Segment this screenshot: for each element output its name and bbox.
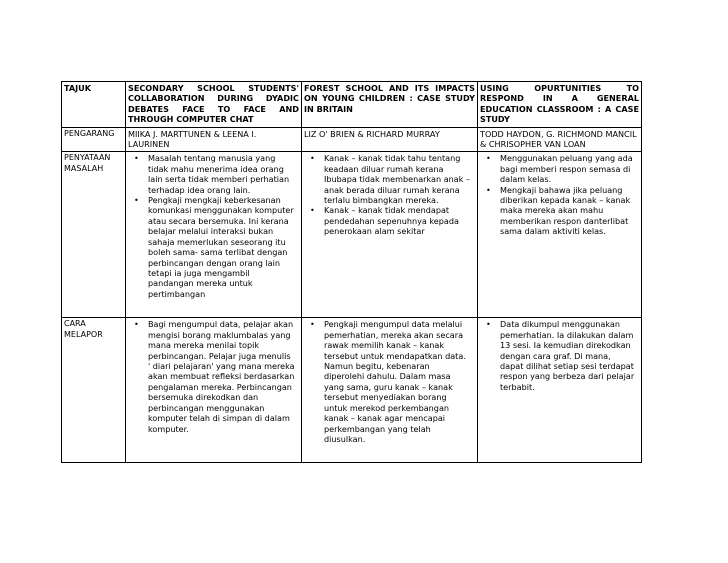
authors-row	[62, 127, 642, 152]
list-item-text: Bagi mengumpul data, pelajar akan mengisi borang maklumbalas yang mana mereka menilai topik perbincangan. Pelajar juga menulis ' diari pelajaran' yang mana mereka akan membuat refleksi berdasarkan pengalaman mereka. Perbincangan bersemuka direkodkan dan perbincangan menggunakan komputer telah di simpan di dalam komputer.	[148, 319, 295, 434]
bullet-list	[304, 319, 475, 444]
bullet-icon: •	[310, 153, 315, 164]
bullet-icon: •	[134, 319, 139, 330]
bullet-icon: •	[486, 153, 491, 164]
title-cell-3: USING OPURTUNITIES TO RESPOND IN A GENERAL EDUCATION CLASSROOM : A CASE STUDY	[478, 82, 642, 128]
problem-row	[62, 152, 642, 318]
bullet-icon: •	[310, 205, 315, 216]
bullet-list	[128, 319, 299, 433]
bullet-list	[480, 153, 639, 236]
bullet-list	[480, 319, 639, 392]
bullet-list	[128, 153, 299, 299]
method-label: CARA MELAPOR	[62, 318, 126, 463]
list-item-text: Menggunakan peluang yang ada bagi memberi respon semasa di dalam kelas.	[500, 153, 633, 185]
title-label: TAJUK	[62, 82, 126, 128]
list-item-text: Kanak – kanak tidak mendapat pendedahan sepenuhnya kepada penerokaan alam sekitar	[324, 205, 459, 237]
title-row	[62, 82, 642, 128]
list-item	[128, 153, 299, 195]
list-item-text: Data dikumpul menggunakan pemerhatian. Ia dilakukan dalam 13 sesi. Ia kemudian direkodkan dengan cara graf. Di mana, dapat dilihat setiap sesi terdapat respon yang berbeza dari pelajar terbabit.	[500, 319, 635, 392]
bullet-icon: •	[310, 319, 315, 330]
problem-cell-3	[478, 152, 642, 318]
authors-label: PENGARANG	[62, 127, 126, 152]
list-item	[304, 205, 475, 236]
list-item	[480, 319, 639, 392]
list-item-text: Mengkaji bahawa jika peluang diberikan kepada kanak – kanak maka mereka akan mahu memberikan respon danterlibat sama dalam aktiviti kelas.	[500, 184, 631, 237]
list-item-text: Pengkaji mengkaji keberkesanan komunkasi menggunakan komputer atau secara bersemuka. Ini kerana belajar melalui interaksi bukan sahaja memerlukan seseorang itu boleh sama- sama terlibat dengan perbincangan dengan orang lain tetapi ia juga mengambil pandangan mereka untuk pertimbangan	[148, 195, 294, 299]
authors-cell-1: MIIKA J. MARTTUNEN & LEENA I. LAURINEN	[126, 127, 302, 152]
method-cell-2	[302, 318, 478, 463]
list-item	[304, 319, 475, 444]
problem-cell-1	[126, 152, 302, 318]
comparison-table	[61, 81, 642, 463]
title-cell-1: SECONDARY SCHOOL STUDENTS' COLLABORATION DURING DYADIC DEBATES FACE TO FACE AND THROUGH COMPUTER CHAT	[126, 82, 302, 128]
list-item	[480, 153, 639, 184]
authors-cell-3: TODD HAYDON, G. RICHMOND MANCIL & CHRISOPHER VAN LOAN	[478, 127, 642, 152]
list-item	[304, 153, 475, 205]
list-item-text: Pengkaji mengumpul data melalui pemerhatian, mereka akan secara rawak memilih kanak – kanak tersebut untuk mendapatkan data. Namun begitu, kebenaran diperolehi dahulu. Dalam masa yang sama, guru kanak – kanak tersebut menyediakan borang untuk merekod perkembangan kanak – kanak agar mencapai perkembangan yang telah diusulkan.	[324, 319, 466, 444]
problem-label: PENYATAAN MASALAH	[62, 152, 126, 318]
bullet-icon: •	[486, 319, 491, 330]
document-page	[61, 81, 641, 463]
bullet-icon: •	[134, 153, 139, 164]
list-item-text: Masalah tentang manusia yang tidak mahu menerima idea orang lain serta tidak memberi perhatian terhadap idea orang lain.	[148, 153, 290, 195]
problem-cell-2	[302, 152, 478, 318]
list-item	[480, 185, 639, 237]
method-cell-3	[478, 318, 642, 463]
method-cell-1	[126, 318, 302, 463]
bullet-icon: •	[486, 184, 491, 195]
bullet-icon: •	[134, 195, 139, 206]
list-item	[128, 195, 299, 299]
title-cell-2: FOREST SCHOOL AND ITS IMPACTS ON YOUNG CHILDREN : CASE STUDY IN BRITAIN	[302, 82, 478, 128]
bullet-list	[304, 153, 475, 236]
authors-cell-2: LIZ O' BRIEN & RICHARD MURRAY	[302, 127, 478, 152]
method-row	[62, 318, 642, 463]
list-item	[128, 319, 299, 433]
list-item-text: Kanak – kanak tidak tahu tentang keadaan diluar rumah kerana Ibubapa tidak membenarkan anak – anak berada diluar rumah kerana terlalu bimbangkan mereka.	[324, 153, 471, 206]
